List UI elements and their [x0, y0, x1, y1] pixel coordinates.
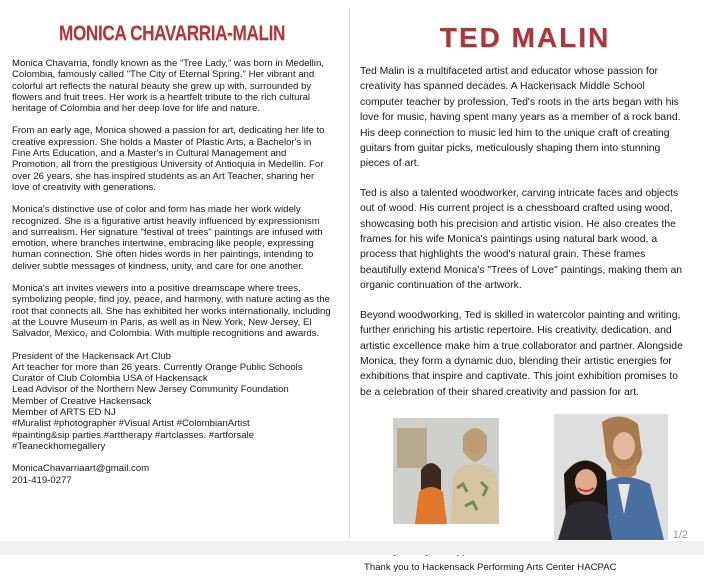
phone-number: 201-419-0277 — [12, 474, 72, 486]
credential-item: Art teacher for more than 26 years. Currently Orange Public Schools — [12, 361, 303, 373]
column-divider — [349, 8, 350, 538]
photo-area — [360, 414, 690, 544]
credential-item: President of the Hackensack Art Club — [12, 350, 171, 362]
couple-photo-2 — [554, 414, 668, 540]
hashtag-line: #Teaneckhomegallery — [12, 440, 106, 452]
credential-item: Curator of Club Colombia USA of Hackensack — [12, 373, 208, 385]
monica-paragraph-3: Monica's distinctive use of color and form has made her work widely recognized. She is a figurative artist heavily influenced by expressionism and surrealism. Her signature "festival of trees" paintings are infused with emotion, where branches intertwine, embracing like people, expressing human connection. She often hides words in her paintings, intending to deliver subtle messages of kindness, unity, and care for one another. — [12, 204, 323, 272]
credential-item: Lead Advisor of the Northern New Jersey Community Foundation — [12, 384, 289, 396]
monica-column — [12, 22, 332, 486]
credential-item: Member of Creative Hackensack — [12, 395, 152, 407]
hashtag-line: #painting&sip parties #arttherapy #artclasses. #artforsale — [12, 429, 255, 441]
email-link[interactable]: MonicaChavarriaart@gmail.com — [12, 463, 150, 475]
hashtag-line: #Muralist #photographer #Visual Artist #ColombianArtist — [12, 418, 250, 430]
ted-paragraph-2: Ted is also a talented woodworker, carving intricate faces and objects out of wood. His current project is a chessboard crafted using wood, showcasing both his precision and artistic vision. He also creates the frames for his wife Monica's paintings using natural bark wood, a process that highlights the wood's natural grain. These frames beautifully extend Monica's "Trees of Love" paintings, making them an organic continuation of the artwork. — [360, 187, 683, 292]
ted-title: TED MALIN — [439, 22, 611, 53]
monica-credentials — [12, 351, 332, 453]
monica-paragraph-2: From an early age, Monica showed a passion for art, dedicating her life to creative expression. She holds a Master of Plastic Arts, a Bachelor's in Fine Arts Education, and a Master's in Cultural Management and Promotion, all from the prestigious University of Antioquia in Medellin. For over 26 years, she has inspired students as an Art Teacher, sharing her love of creativity with generations. — [12, 125, 325, 193]
couple-photo-1 — [393, 418, 499, 524]
monica-title: MONICA CHAVARRIA-MALIN — [59, 22, 285, 45]
page-indicator: 1/2 — [672, 529, 688, 541]
ted-paragraph-1: Ted Malin is a multifaceted artist and educator whose passion for creativity has spanned decades. A Hackensack Middle School computer teacher by profession, Ted's roots in the arts began with his love for music, having spent many years as a member of a rock band. His deep connection to music led him to the unique craft of creating guitars from guitar picks, meticulously shaping them into stunning pieces of art. — [360, 66, 681, 170]
monica-contact — [12, 463, 332, 486]
viewer-bottom-bar — [0, 541, 704, 555]
thanks-line: Thank you to Hackensack Performing Arts Center HACPAC — [364, 562, 617, 574]
ted-paragraph-3: Beyond woodworking, Ted is skilled in watercolor painting and writing, further enriching his artistic repertoire. His creativity, dedication, and artistic excellence make him a true collaborator and partner. Alongside Monica, they form a dynamic duo, blending their artistic energies for exhibitions that inspire and captivate. This joint exhibition promises to be a celebration of their shared creativity and passion for art. — [360, 309, 683, 398]
ted-column — [360, 22, 690, 576]
monica-paragraph-4: Monica's art invites viewers into a positive dreamscape where trees, symbolizing people, find joy, peace, and harmony, with nature acting as the root that connects all. She has exhibited her works internationally, including at the Louvre Museum in Paris, as well as in New York, New Jersey, El Salvador, Mexico, and Colombia. With multiple recognitions and awards. — [12, 283, 331, 340]
monica-paragraph-1: Monica Chavarria, fondly known as the “Tree Lady,” was born in Medellin, Colombia, famously called "The City of Eternal Spring." Her vibrant and colorful art reflects the natural beauty she grew up with, surrounded by flowers and fruit trees. Her work is a heartfelt tribute to the rich cultural heritage of Colombia and her deep love for life and nature. — [12, 58, 324, 115]
credential-item: Member of ARTS ED NJ — [12, 407, 116, 419]
